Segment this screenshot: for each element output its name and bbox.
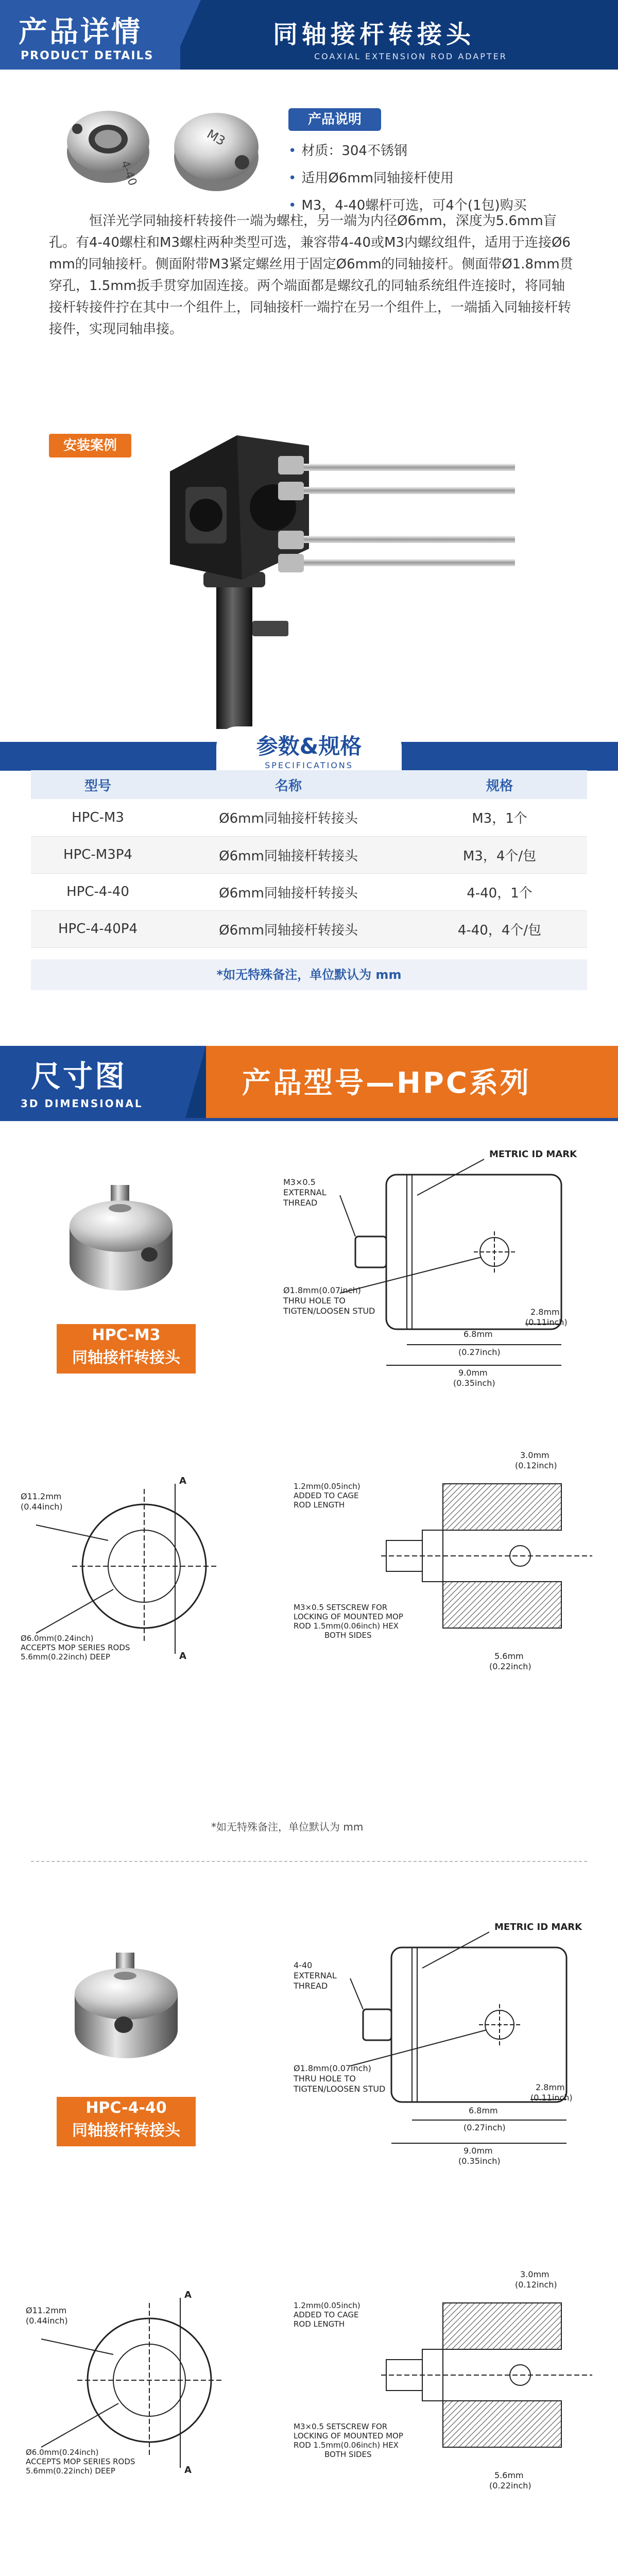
id-line: Ø6.0mm(0.24inch) <box>21 1634 94 1643</box>
section-mark: A <box>179 1476 186 1486</box>
spec-cell: Ø6mm同轴接杆转接头 <box>165 910 412 947</box>
section-mark: A <box>184 2465 192 2476</box>
model1-note: *如无特殊备注，单位默认为 mm <box>211 1821 364 1833</box>
section-top-inch: (0.12inch) <box>515 1461 557 1470</box>
section-subtitle: PRODUCT DETAILS <box>21 49 154 62</box>
model1-section-drawing <box>288 1443 608 1685</box>
section-bottom: 5.6mm <box>494 1651 524 1661</box>
product-render-440 <box>165 95 268 198</box>
od-inch: (0.44inch) <box>21 1502 63 1512</box>
hole-line: Ø1.8mm(0.07inch) <box>283 1285 361 1295</box>
section-mark: A <box>179 1651 186 1662</box>
dim-a: 2.8mm <box>530 1307 560 1317</box>
model2-section-drawing <box>288 2262 608 2504</box>
intro-badge: 产品说明 <box>288 108 381 131</box>
feature-item: • M3，4-40螺杆可选，可4个(1包)购买 <box>288 195 608 214</box>
series-title: 产品型号—HPC系列 <box>242 1066 531 1100</box>
section-divider <box>31 1861 587 1862</box>
product-details-header <box>0 0 618 77</box>
dim-b-inch: (0.27inch) <box>464 2123 506 2132</box>
table-row <box>31 910 587 947</box>
dim-a: 2.8mm <box>536 2082 565 2092</box>
thread-line: THREAD <box>294 1981 328 1991</box>
table-row <box>31 836 587 873</box>
id-line: Ø6.0mm(0.24inch) <box>26 2448 99 2457</box>
hole-line: TIGTEN/LOOSEN STUD <box>294 2084 386 2094</box>
spec-cell: Ø6mm同轴接杆转接头 <box>165 836 412 873</box>
hole-line: TIGTEN/LOOSEN STUD <box>283 1306 375 1316</box>
dim-b: 6.8mm <box>464 1329 493 1339</box>
spec-cell: 4-40，1个 <box>412 873 587 910</box>
setscrew-line: LOCKING OF MOUNTED MOP <box>294 1612 403 1621</box>
spec-note: *如无特殊备注，单位默认为 mm <box>31 959 587 990</box>
hole-line: THRU HOLE TO <box>294 2074 356 2083</box>
setscrew-line: BOTH SIDES <box>324 1631 372 1640</box>
model-name: HPC-M3 <box>92 1326 161 1344</box>
spec-cell: HPC-M3P4 <box>31 836 165 873</box>
spec-cell: HPC-4-40P4 <box>31 910 165 947</box>
model-name: HPC-4-40 <box>85 2099 167 2117</box>
od-label: Ø11.2mm <box>26 2306 67 2315</box>
spec-cell: Ø6mm同轴接杆转接头 <box>165 799 412 836</box>
setscrew-line: BOTH SIDES <box>324 2450 372 2459</box>
added-line: ADDED TO CAGE <box>294 1491 359 1500</box>
model-subtitle: 同轴接杆转接头 <box>72 1349 180 1367</box>
table-row <box>31 799 587 836</box>
od-inch: (0.44inch) <box>26 2316 68 2326</box>
section-top: 3.0mm <box>520 2269 550 2279</box>
install-badge: 安装案例 <box>49 434 131 457</box>
added-line: ROD LENGTH <box>294 1500 345 1510</box>
section-bottom: 5.6mm <box>494 2470 524 2480</box>
id-line: 5.6mm(0.22inch) DEEP <box>21 1652 110 1662</box>
setscrew-line: ROD 1.5mm(0.06inch) HEX <box>294 2441 399 2450</box>
header-slant <box>170 0 201 70</box>
product-render-m3 <box>57 90 160 193</box>
header-bar <box>0 1118 618 1121</box>
render-label: 4-40 <box>118 159 139 188</box>
thread-line: THREAD <box>283 1198 318 1208</box>
dim-b-inch: (0.27inch) <box>458 1347 501 1357</box>
spec-col-header: 规格 <box>412 770 587 799</box>
hole-line: THRU HOLE TO <box>283 1296 346 1306</box>
metric-mark: METRIC ID MARK <box>489 1149 577 1160</box>
section-title: 产品详情 <box>19 15 142 49</box>
dimension-subtitle: 3D DIMENSIONAL <box>21 1097 143 1110</box>
spec-cell: HPC-4-40 <box>31 873 165 910</box>
model1-render <box>57 1175 185 1303</box>
render-label: M3 <box>204 126 228 149</box>
thread-line: EXTERNAL <box>294 1971 337 1980</box>
install-photo <box>154 425 515 729</box>
dim-c-inch: (0.35inch) <box>458 2156 501 2166</box>
spec-cell: M3，4个/包 <box>412 836 587 873</box>
section-top: 3.0mm <box>520 1450 550 1460</box>
dim-b: 6.8mm <box>469 2106 498 2115</box>
setscrew-line: M3×0.5 SETSCREW FOR <box>294 2422 388 2431</box>
id-line: ACCEPTS MOP SERIES RODS <box>21 1643 130 1652</box>
added-line: 1.2mm(0.05inch) <box>294 1482 360 1491</box>
added-line: ADDED TO CAGE <box>294 2310 359 2319</box>
dimension-title: 尺寸图 <box>31 1059 127 1094</box>
spec-col-header: 型号 <box>31 770 165 799</box>
dim-c: 9.0mm <box>458 1368 488 1378</box>
feature-item: • 材质：304不锈钢 <box>288 140 608 159</box>
specs-title-en: SPECIFICATIONS <box>265 760 353 770</box>
added-line: 1.2mm(0.05inch) <box>294 2301 360 2310</box>
section-top-inch: (0.12inch) <box>515 2280 557 2290</box>
dim-a-inch: (0.11inch) <box>525 1317 568 1327</box>
table-row <box>31 873 587 910</box>
setscrew-line: LOCKING OF MOUNTED MOP <box>294 2431 403 2441</box>
dim-c-inch: (0.35inch) <box>453 1378 495 1388</box>
thread-line: M3×0.5 <box>283 1177 316 1187</box>
product-name: 同轴接杆转接头 <box>273 20 475 49</box>
spec-cell: Ø6mm同轴接杆转接头 <box>165 873 412 910</box>
model1-front-drawing <box>15 1463 221 1669</box>
added-line: ROD LENGTH <box>294 2319 345 2329</box>
metric-mark: METRIC ID MARK <box>494 1922 582 1933</box>
section-bottom-inch: (0.22inch) <box>489 2481 531 2490</box>
model2-side-drawing <box>288 1911 608 2195</box>
spec-cell: M3，1个 <box>412 799 587 836</box>
thread-line: 4-40 <box>294 1960 313 1970</box>
spec-cell: 4-40，4个/包 <box>412 910 587 947</box>
spec-cell: HPC-M3 <box>31 799 165 836</box>
id-line: ACCEPTS MOP SERIES RODS <box>26 2457 135 2466</box>
feature-item: • 适用Ø6mm同轴接杆使用 <box>288 167 608 187</box>
section-bottom-inch: (0.22inch) <box>489 1662 531 1671</box>
model1-label <box>57 1324 196 1374</box>
dim-c: 9.0mm <box>464 2146 493 2156</box>
model2-render <box>62 1942 191 2071</box>
model2-front-drawing <box>21 2277 227 2483</box>
model1-side-drawing <box>278 1139 608 1422</box>
dim-a-inch: (0.11inch) <box>530 2093 573 2103</box>
model2-label <box>57 2097 196 2146</box>
od-label: Ø11.2mm <box>21 1492 62 1501</box>
setscrew-line: M3×0.5 SETSCREW FOR <box>294 1603 388 1612</box>
product-name-en: COAXIAL EXTENSION ROD ADAPTER <box>314 52 507 61</box>
specs-title: 参数&规格 <box>256 734 362 759</box>
spec-table <box>31 770 587 948</box>
hole-line: Ø1.8mm(0.07inch) <box>294 2063 371 2073</box>
spec-col-header: 名称 <box>165 770 412 799</box>
setscrew-line: ROD 1.5mm(0.06inch) HEX <box>294 1621 399 1631</box>
product-description: 恒洋光学同轴接杆转接件一端为螺柱，另一端为内径Ø6mm，深度为5.6mm盲孔。有4-40螺柱和M3螺柱两种类型可选，兼容带4-40或M3内螺纹组件，适用于连接Ø6 mm的同轴接杆。侧面附带M3紧定螺丝用于固定Ø6mm的同轴接杆。侧面带Ø1.8mm贯穿孔，1.5mm扳手贯穿加固连接。两个端面都是螺纹孔的同轴系统组件连接时，将同轴接杆转接件拧在其中一个组件上，同轴接杆一端拧在另一个组件上，一端插入同轴接杆转接件，实现同轴串接。 <box>49 213 573 337</box>
header-slant <box>185 1046 206 1118</box>
model-subtitle: 同轴接杆转接头 <box>72 2122 180 2140</box>
specs-title-tab <box>216 726 402 773</box>
id-line: 5.6mm(0.22inch) DEEP <box>26 2466 115 2476</box>
section-mark: A <box>184 2290 192 2300</box>
spec-header-row <box>31 770 587 799</box>
thread-line: EXTERNAL <box>283 1188 327 1197</box>
